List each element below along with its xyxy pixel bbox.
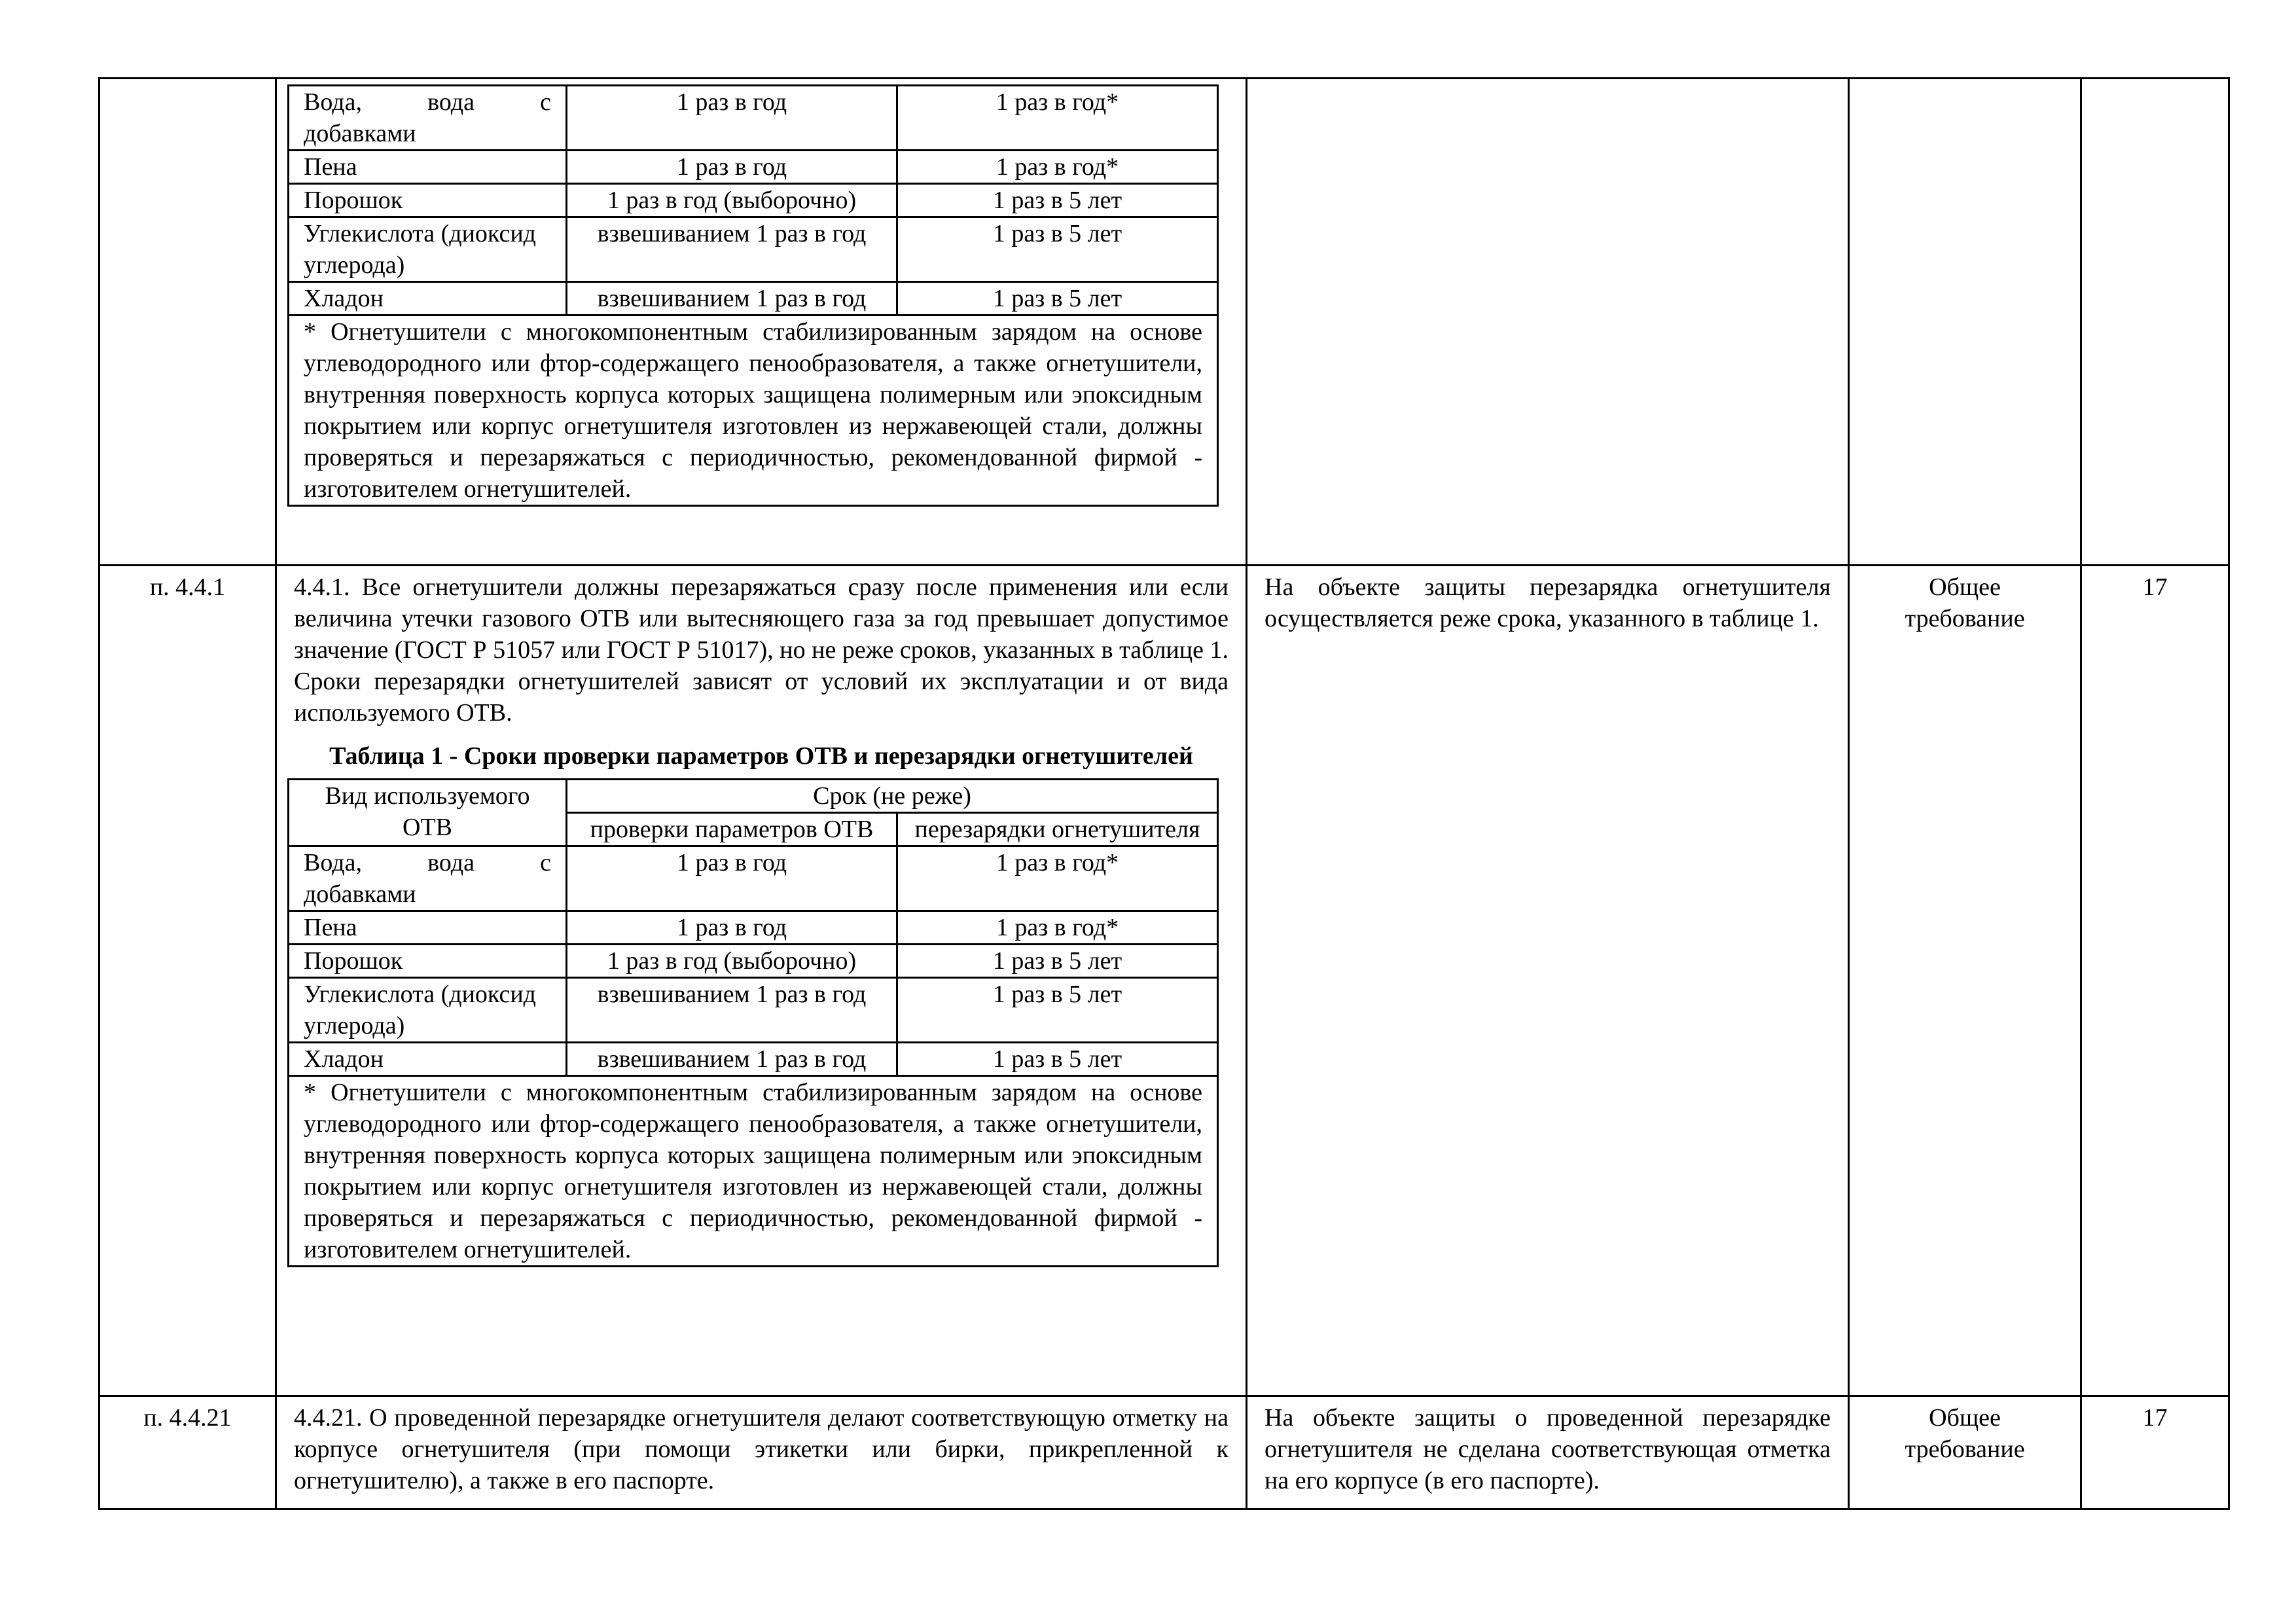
header-check: проверки параметров ОТВ (567, 813, 897, 846)
agent-cell: Вода, вода с добавками (289, 846, 567, 911)
check-cell: 1 раз в год (567, 846, 897, 911)
check-cell: 1 раз в год (выборочно) (567, 184, 897, 217)
type-cell (1849, 79, 2081, 566)
table-header-row (289, 780, 1218, 813)
table-row (99, 566, 2229, 1396)
check-cell: взвешиванием 1 раз в год (567, 282, 897, 316)
footnote: * Огнетушители с многокомпонентным стабилизированным зарядом на основе углеводородного или фтор-содержащего пенообразователя, а также огнетушители, внутренняя поверхность корпуса которых защищена полимерным или эпоксидным покрытием или корпус огнетушителя изготовлен из нержавеющей стали, должны проверяться и перезаряжаться с периодичностью, рекомендованной фирмой - изготовителем огнетушителей. (289, 316, 1218, 506)
agent-cell: Хладон (289, 1043, 567, 1076)
table-row (289, 1043, 1218, 1076)
ref-cell (99, 79, 276, 566)
requirements-table (98, 77, 2230, 1510)
table-row (289, 846, 1218, 911)
check-cell: взвешиванием 1 раз в год (567, 1043, 897, 1076)
number-cell: 17 (2081, 1396, 2229, 1509)
table-row (289, 1076, 1218, 1267)
requirement-cell (276, 79, 1247, 566)
header-recharge: перезарядки огнетушителя (897, 813, 1218, 846)
header-term: Срок (не реже) (567, 780, 1218, 813)
table-row (289, 86, 1218, 151)
recharge-cell: 1 раз в год* (897, 911, 1218, 945)
table-caption: Таблица 1 - Сроки проверки параметров ОТВ и перезарядки огнетушителей (329, 742, 1193, 770)
violation-cell (1247, 79, 1849, 566)
table-row (99, 1396, 2229, 1509)
agent-cell: Порошок (289, 184, 567, 217)
agent-cell: Порошок (289, 945, 567, 978)
table-row (289, 316, 1218, 506)
recharge-cell: 1 раз в 5 лет (897, 978, 1218, 1043)
type-cell: Общее требование (1849, 1396, 2081, 1509)
check-cell: 1 раз в год (567, 151, 897, 184)
agent-cell: Углекислота (диоксид углерода) (289, 217, 567, 282)
recharge-cell: 1 раз в 5 лет (897, 1043, 1218, 1076)
number-cell: 17 (2081, 566, 2229, 1396)
table-row (99, 79, 2229, 566)
ref-cell: п. 4.4.1 (99, 566, 276, 1396)
check-cell: 1 раз в год (выборочно) (567, 945, 897, 978)
table-row (289, 217, 1218, 282)
table-row (289, 978, 1218, 1043)
check-cell: 1 раз в год (567, 86, 897, 151)
check-cell: взвешиванием 1 раз в год (567, 978, 897, 1043)
agent-cell: Пена (289, 911, 567, 945)
violation-cell: На объекте защиты о проведенной перезарядке огнетушителя не сделана соответствующая отметка на его корпусе (в его паспорте). (1247, 1396, 1849, 1509)
table-row (289, 945, 1218, 978)
footnote: * Огнетушители с многокомпонентным стабилизированным зарядом на основе углеводородного или фтор-содержащего пенообразователя, а также огнетушители, внутренняя поверхность корпуса которых защищена полимерным или эпоксидным покрытием или корпус огнетушителя изготовлен из нержавеющей стали, должны проверяться и перезаряжаться с периодичностью, рекомендованной фирмой - изготовителем огнетушителей. (289, 1076, 1218, 1267)
header-agent: Вид используемого ОТВ (289, 780, 567, 846)
table-row (289, 911, 1218, 945)
number-cell (2081, 79, 2229, 566)
table-row (289, 151, 1218, 184)
requirement-cell (276, 566, 1247, 1396)
extinguisher-table (287, 84, 1219, 507)
recharge-cell: 1 раз в год* (897, 846, 1218, 911)
violation-cell: На объекте защиты перезарядка огнетушителя осуществляется реже срока, указанного в таблице 1. (1247, 566, 1849, 1396)
recharge-cell: 1 раз в 5 лет (897, 945, 1218, 978)
table-row (289, 282, 1218, 316)
requirement-cell (276, 1396, 1247, 1509)
requirement-text: 4.4.21. О проведенной перезарядке огнетушителя делают соответствующую отметку на корпусе огнетушителя (при помощи этикетки или бирки, прикрепленной к огнетушителю), а также в его паспорте. (294, 1404, 1229, 1494)
agent-cell: Углекислота (диоксид углерода) (289, 978, 567, 1043)
extinguisher-table (287, 778, 1219, 1267)
type-cell: Общее требование (1849, 566, 2081, 1396)
agent-cell: Хладон (289, 282, 567, 316)
agent-cell: Пена (289, 151, 567, 184)
requirement-text: 4.4.1. Все огнетушители должны перезаряжаться сразу после применения или если величина утечки газового ОТВ или вытесняющего газа за год превышает допустимое значение (ГОСТ Р 51057 или ГОСТ Р 51017), но не реже сроков, указанных в таблице 1. Сроки перезарядки огнетушителей зависят от условий их эксплуатации и от вида используемого ОТВ. (294, 573, 1229, 727)
recharge-cell: 1 раз в год* (897, 86, 1218, 151)
recharge-cell: 1 раз в 5 лет (897, 282, 1218, 316)
recharge-cell: 1 раз в год* (897, 151, 1218, 184)
check-cell: 1 раз в год (567, 911, 897, 945)
table-row (289, 184, 1218, 217)
ref-cell: п. 4.4.21 (99, 1396, 276, 1509)
agent-cell: Вода, вода с добавками (289, 86, 567, 151)
check-cell: взвешиванием 1 раз в год (567, 217, 897, 282)
recharge-cell: 1 раз в 5 лет (897, 217, 1218, 282)
recharge-cell: 1 раз в 5 лет (897, 184, 1218, 217)
